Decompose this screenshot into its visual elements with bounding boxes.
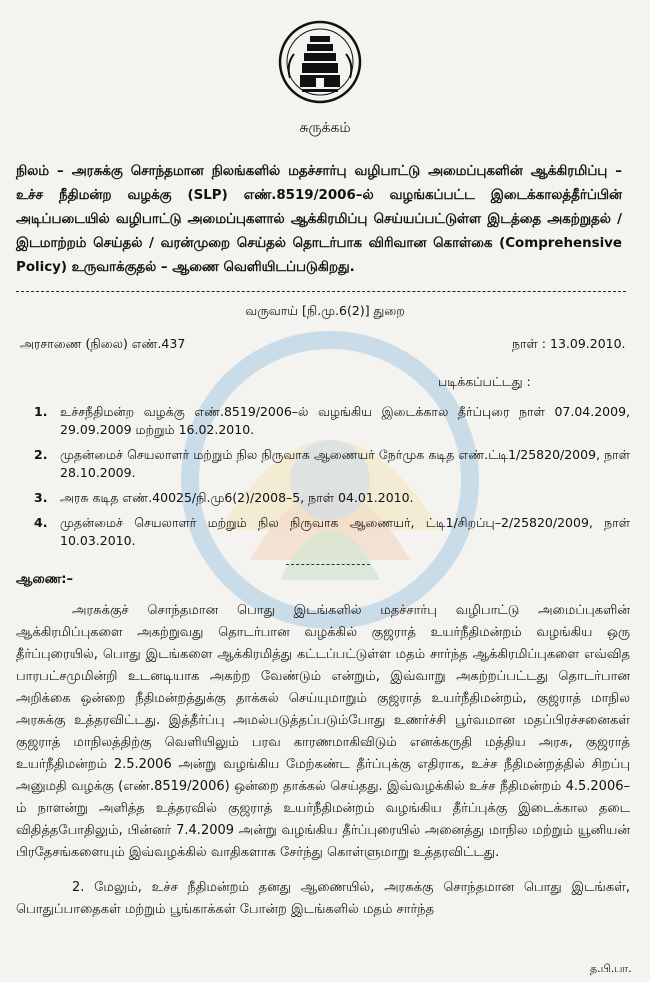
- page-turn-marker: த.பி.பா.: [590, 962, 632, 975]
- reference-number: 2.: [34, 447, 48, 462]
- divider: [16, 291, 626, 292]
- department-name: வருவாய் [நி.மு.6(2)] துறை: [245, 303, 405, 318]
- reference-number: 4.: [34, 515, 48, 530]
- tamilnadu-emblem-icon: [272, 18, 368, 110]
- reference-number: 1.: [34, 404, 48, 419]
- reference-item: [34, 514, 630, 550]
- references-list: [34, 403, 630, 557]
- order-paragraph-1: அரசுக்குச் சொந்தமான பொது இடங்களில் மதச்சார்பு வழிபாட்டு அமைப்புகளின் ஆக்கிரமிப்புகளை அகற்றுவது தொடர்பான வழக்கில் குஜராத் உயர்நீதிமன்றம் வழங்கிய ஒரு தீர்ப்புரையில், பொது இடங்களை ஆக்கிரமித்து கட்டப்பட்டுள்ள மதம் சார்ந்த ஆக்கிரமிப்புகளை எவ்வித பாரபட்சமுமின்றி உடனடியாக அகற்ற வேண்டும் என்றும், இவ்வாறு அகற்றப்பட்டது தொடர்பான அறிக்கை ஒன்றை நீதிமன்றத்துக்கு தாக்கல் செய்யுமாறும் குஜராத் உயர்நீதிமன்றம், குஜராத் மாநில அரசுக்கு உத்தரவிட்டது. இத்தீர்ப்பு அமல்படுத்தப்படும்போது உணர்ச்சி பூர்வமான மதப்பிரச்சனைகள் குஜராத் மாநிலத்திற்கு வெளியிலும் பரவ காரணமாகிவிடும் எனக்கருதி மத்திய அரசு, குஜராத் உயர்நீதிமன்றம் 2.5.2006 அன்று வழங்கிய மேற்கண்ட தீர்ப்புக்கு எதிராக, உச்ச நீதிமன்றத்தில் சிறப்பு அனுமதி வழக்கு (எண்.8519/2006) ஒன்றை தாக்கல் செய்தது. இவ்வழக்கில் உச்ச நீதிமன்றம் 4.5.2006–ம் நாளன்று அளித்த உத்தரவில் குஜராத் உயர்நீதிமன்றம் வழங்கிய தீர்ப்புக்கு இடைக்கால தடை விதித்தபோதிலும், பின்னர் 7.4.2009 அன்று வழங்கிய தீர்ப்புரையில் அனைத்து மாநில மற்றும் யூனியன் பிரதேசங்களையும் இவ்வழக்கில் வாதிகளாக சேர்ந்து கொள்ளுமாறு உத்தரவிட்டது.: [16, 603, 630, 860]
- order-paragraph-2: 2. மேலும், உச்ச நீதிமன்றம் தனது ஆணையில், அரசுக்கு சொந்தமான பொது இடங்கள், பொதுப்பாதைகள் மற்றும் பூங்காக்கள் போன்ற இடங்களில் மதம் சார்ந்த: [16, 880, 630, 917]
- go-number: அரசாணை (நிலை) எண்.437: [20, 336, 186, 351]
- reference-item: [34, 403, 630, 439]
- short-divider: [286, 564, 370, 565]
- reference-text: முதன்மைச் செயலாளர் மற்றும் நில நிருவாக ஆணையர் நேர்முக கடித எண்.ட்டி1/25820/2009, நாள் 28.10.2009.: [60, 447, 630, 480]
- reference-item: [34, 489, 630, 507]
- go-date: நாள் : 13.09.2010.: [512, 336, 626, 351]
- read-label: படிக்கப்பட்டது :: [438, 374, 531, 389]
- reference-text: அரசு கடித எண்.40025/நி.மு6(2)/2008–5, நாள் 04.01.2010.: [60, 490, 414, 505]
- order-heading: ஆணை:–: [16, 572, 73, 587]
- reference-item: [34, 446, 630, 482]
- reference-text: உச்சநீதிமன்ற வழக்கு எண்.8519/2006–ல் வழங்கிய இடைக்கால தீர்ப்புரை நாள் 07.04.2009, 29.09.2009 மற்றும் 16.02.2010.: [60, 404, 630, 437]
- reference-text: முதன்மைச் செயலாளர் மற்றும் நில நிருவாக ஆணையர், ட்டி1/சிறப்பு–2/25820/2009, நாள் 10.03.2010.: [60, 515, 630, 548]
- reference-number: 3.: [34, 490, 48, 505]
- subject-text: நிலம் – அரசுக்கு சொந்தமான நிலங்களில் மதச்சார்பு வழிபாட்டு அமைப்புகளின் ஆக்கிரமிப்பு – உச்ச நீதிமன்ற வழக்கு (SLP) எண்.8519/2006–ல் வழங்கப்பட்ட இடைக்காலத்தீர்ப்பின் அடிப்படையில் வழிபாட்டு அமைப்புகளால் ஆக்கிரமிப்பு செய்யப்பட்டுள்ள இடத்தை அகற்றுதல் / இடமாற்றம் செய்தல் / வரன்முறை செய்தல் தொடர்பாக விரிவான கொள்கை (Comprehensive Policy) உருவாக்குதல் – ஆணை வெளியிடப்படுகிறது.: [16, 164, 622, 275]
- document-title: சுருக்கம்: [299, 120, 351, 136]
